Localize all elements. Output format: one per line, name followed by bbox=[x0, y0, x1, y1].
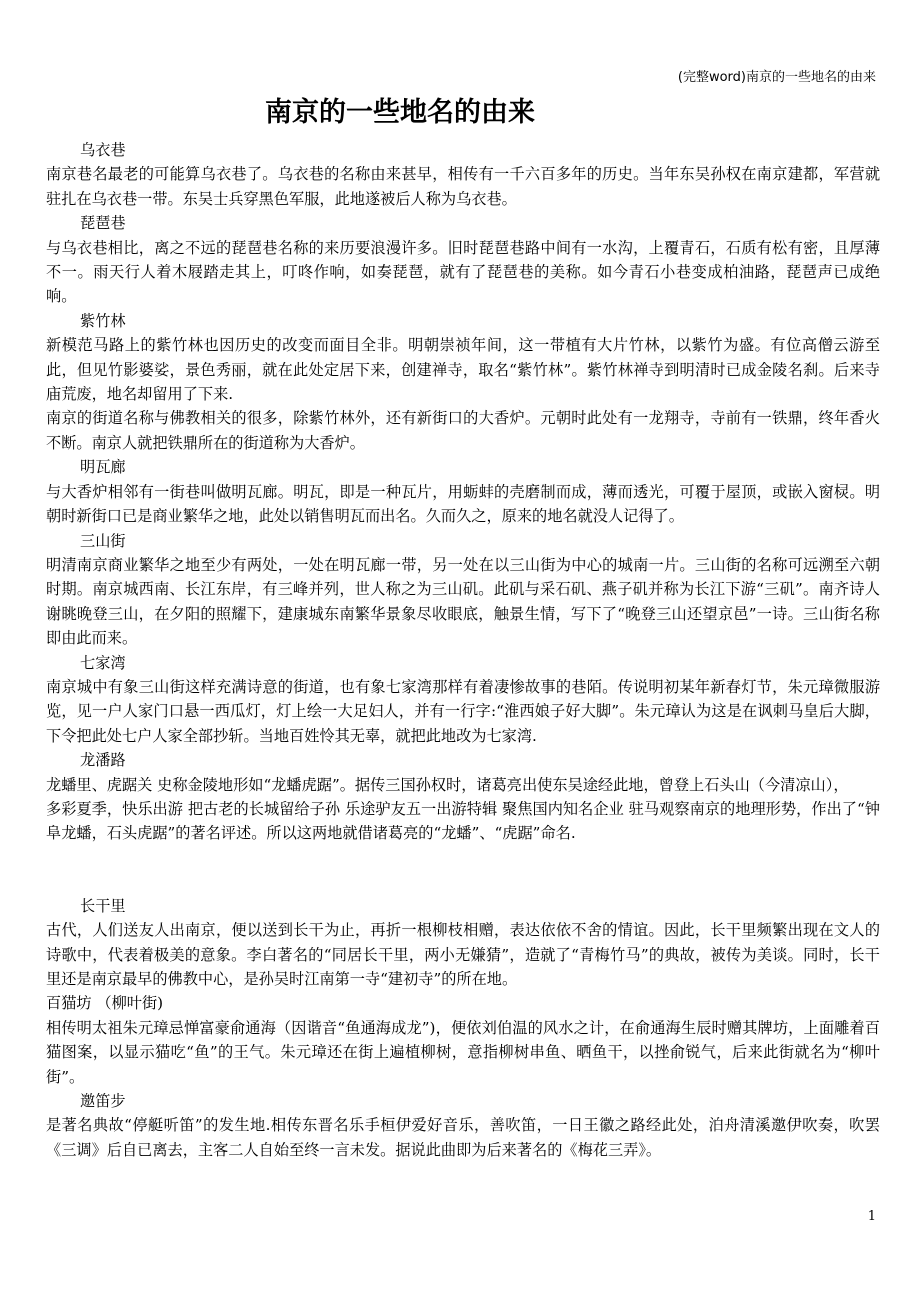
page-number: 1 bbox=[867, 1209, 876, 1224]
section-heading: 明瓦廊 bbox=[80, 458, 126, 477]
section-heading: 百猫坊 （柳叶街) bbox=[46, 994, 164, 1013]
section-paragraph: 南京城中有象三山街这样充满诗意的街道，也有象七家湾那样有着凄惨故事的巷陌。传说明初某年新春灯节，朱元璋微服游览，见一户人家门口悬一西瓜灯，灯上绘一大足妇人，并有一行字:“淮西娘子好大脚”。朱元璋认为这是在讽刺马皇后大脚，下令把此处七户人家全部抄斩。当地百姓怜其无辜，就把此地改为七家湾. bbox=[46, 677, 880, 745]
section-heading: 七家湾 bbox=[80, 653, 126, 672]
section-gap bbox=[46, 846, 880, 894]
section-paragraph: 多彩夏季，快乐出游 把古老的长城留给子孙 乐途驴友五一出游特辑 聚焦国内知名企业 驻马观察南京的地理形势，作出了“钟阜龙蟠，石头虎踞”的著名评述。所以这两地就借诸葛亮的“龙蟠”、“虎踞”命名. bbox=[46, 799, 880, 843]
document-body bbox=[46, 138, 880, 1162]
section-paragraph: 南京的街道名称与佛教相关的很多，除紫竹林外，还有新街口的大香炉。元朝时此处有一龙翔寺，寺前有一铁鼎，终年香火不断。南京人就把铁鼎所在的街道称为大香炉。 bbox=[46, 409, 880, 452]
section-paragraph: 新模范马路上的紫竹林也因历史的改变而面目全非。明朝崇祯年间，这一带植有大片竹林，以紫竹为盛。有位高僧云游至此，但见竹影婆娑，景色秀丽，就在此处定居下来，创建禅寺，取名“紫竹林”。紫竹林禅寺到明清时已成金陵名刹。后来寺庙荒废，地名却留用了下来. bbox=[46, 336, 880, 404]
section-paragraph: 明清南京商业繁华之地至少有两处，一处在明瓦廊一带，另一处在以三山街为中心的城南一片。三山街的名称可远溯至六朝时期。南京城西南、长江东岸，有三峰并列，世人称之为三山矶。此矶与采石矶、燕子矶并称为长江下游“三矶”。南齐诗人谢眺晚登三山，在夕阳的照耀下，建康城东南繁华景象尽收眼底，触景生情，写下了“晚登三山还望京邑”一诗。三山街名称即由此而来。 bbox=[46, 555, 880, 648]
page-header: (完整word)南京的一些地名的由来 bbox=[677, 70, 876, 85]
section-paragraph: 是著名典故“停艇听笛”的发生地.相传东晋名乐手桓伊爱好音乐，善吹笛，一日王徽之路经此处，泊舟清溪邀伊吹奏，吹罢《三调》后自已离去，主客二人自始至终一言未发。据说此曲即为后来著名的《梅花三弄》。 bbox=[46, 1116, 880, 1159]
section-heading: 乌衣巷 bbox=[80, 141, 126, 159]
section-heading: 邀笛步 bbox=[80, 1092, 126, 1111]
section-paragraph: 龙蟠里、虎踞关 史称金陵地形如“龙蟠虎踞”。据传三国孙权时，诸葛亮出使东吴途经此地，曾登上石头山（今清凉山）， bbox=[46, 775, 849, 794]
section-paragraph: 南京巷名最老的可能算乌衣巷了。乌衣巷的名称由来甚早，相传有一千六百多年的历史。当年东吴孙权在南京建都，军营就驻扎在乌衣巷一带。东吴士兵穿黑色军服，此地遂被后人称为乌衣巷。 bbox=[46, 165, 880, 208]
section-heading: 琵琶巷 bbox=[80, 214, 126, 233]
section-heading: 三山街 bbox=[80, 531, 126, 550]
section-paragraph: 古代，人们送友人出南京，便以送到长干为止，再折一根柳枝相赠，表达依依不舍的情谊。因此，长干里频繁出现在文人的诗歌中，代表着极美的意象。李白著名的“同居长干里，两小无嫌猜”，造就了“青梅竹马”的典故，被传为美谈。同时，长干里还是南京最早的佛教中心，是孙吴时江南第一寺“建初寺”的所在地。 bbox=[46, 921, 880, 988]
section-heading: 紫竹林 bbox=[80, 311, 126, 330]
section-paragraph: 与乌衣巷相比，离之不远的琵琶巷名称的来历要浪漫许多。旧时琵琶巷路中间有一水沟，上覆青石，石质有松有密，且厚薄不一。雨天行人着木屐踏走其上，叮咚作响，如奏琵琶，就有了琵琶巷的美称。如今青石小巷变成柏油路，琵琶声已成绝响。 bbox=[46, 238, 880, 306]
document-title: 南京的一些地名的由来 bbox=[265, 97, 535, 128]
section-paragraph: 与大香炉相邻有一街巷叫做明瓦廊。明瓦，即是一种瓦片，用蛎蚌的壳磨制而成，薄而透光，可覆于屋顶，或嵌入窗棂。明朝时新街口已是商业繁华之地，此处以销售明瓦而出名。久而久之，原来的地名就没人记得了。 bbox=[46, 482, 880, 526]
section-paragraph: 相传明太祖朱元璋忌惮富豪俞通海（因谐音“鱼通海成龙”)，便依刘伯温的风水之计，在俞通海生辰时赠其牌坊，上面雕着百猫图案，以显示猫吃“鱼”的王气。朱元璋还在街上遍植柳树，意指柳树串鱼、晒鱼干，以挫俞锐气，后来此街就名为“柳叶街”。 bbox=[46, 1018, 880, 1086]
section-heading: 龙潘路 bbox=[80, 751, 126, 770]
section-heading: 长干里 bbox=[80, 896, 126, 915]
